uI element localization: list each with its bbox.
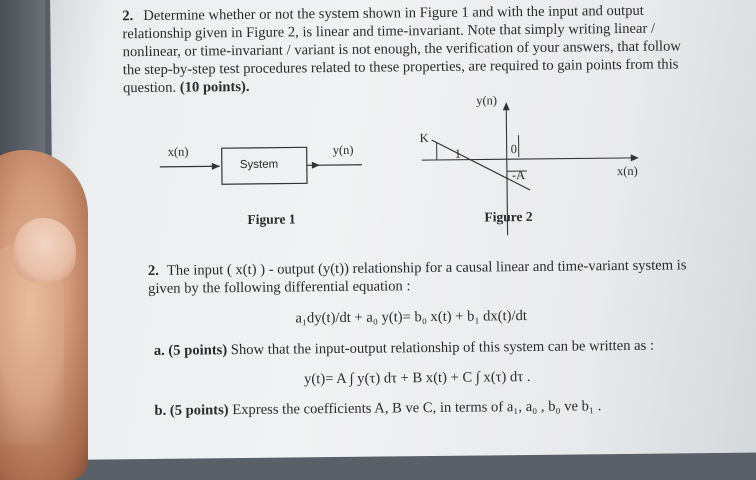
q2-second-number: 2. (148, 263, 159, 280)
fig2-neg-a-label: -A (512, 168, 525, 183)
q2-first-line3: nonlinear, or time-invariant / variant is not enough, the verification of your answers, that follow (123, 38, 681, 61)
part-b-label: b. (154, 403, 166, 419)
fig1-input-arrowhead (212, 163, 220, 170)
part-a-text: Show that the input-output relationship of this system can be written as : (231, 338, 654, 358)
part-a-label: a. (154, 343, 165, 359)
part-b-text: Express the coefficients A, B ve C, in terms of a₁, a₀ , b₀ ve b₁ . (232, 398, 601, 418)
fig2-caption: Figure 2 (484, 209, 532, 226)
q2-first-line2: relationship given in Figure 2, is linear and time-invariant. Note that simply writing linear / (122, 21, 655, 44)
part-a-points: (5 points) (168, 342, 227, 359)
fig2-y-axis-arrow (503, 102, 510, 110)
fig2-one-label: 1 (455, 147, 461, 162)
q2-first-points: (10 points). (180, 79, 250, 96)
fig1-output-label: y(n) (333, 143, 354, 158)
part-a (154, 338, 654, 360)
fig2-k-label: K (419, 131, 428, 146)
q2-second-line1: The input ( x(t) ) - output (y(t)) relationship for a causal linear and time-variant system is (167, 257, 687, 279)
part-b (154, 398, 601, 420)
q2-second-equation: a₁dy(t)/dt + a₀ y(t)= b₀ x(t) + b₁ dx(t)/dt (295, 308, 527, 327)
fig1-caption: Figure 1 (247, 211, 295, 228)
fig1-output-arrowhead (312, 162, 320, 169)
q2-second-line2: given by the following differential equation : (148, 278, 411, 298)
paper-sheet (50, 0, 756, 460)
q2-first-question-word: question. (123, 80, 176, 97)
fig1-system-label: System (240, 159, 278, 171)
fig1-input-line (160, 166, 220, 167)
part-a-equation: y(t)= A ∫ y(τ) dτ + B x(t) + C ∫ x(τ) dτ . (304, 369, 531, 388)
q2-first-line5 (123, 79, 250, 97)
q2-first-line4: the step-by-step test procedures related to these properties, are required to gain points from this (123, 56, 679, 79)
part-b-points: (5 points) (170, 402, 229, 419)
fig2-x-axis-arrow (631, 154, 639, 161)
background-left (0, 0, 45, 160)
fig1-input-label: x(n) (168, 145, 189, 160)
fig2-x-label: x(n) (617, 164, 638, 179)
q2-first-line1: Determine whether or not the system shown in Figure 1 and with the input and output (143, 3, 644, 25)
thumbnail (14, 218, 76, 282)
fig2-y-label: y(n) (476, 93, 497, 108)
q2-first-number: 2. (122, 8, 133, 25)
fig2-zero-label: 0 (511, 142, 517, 157)
